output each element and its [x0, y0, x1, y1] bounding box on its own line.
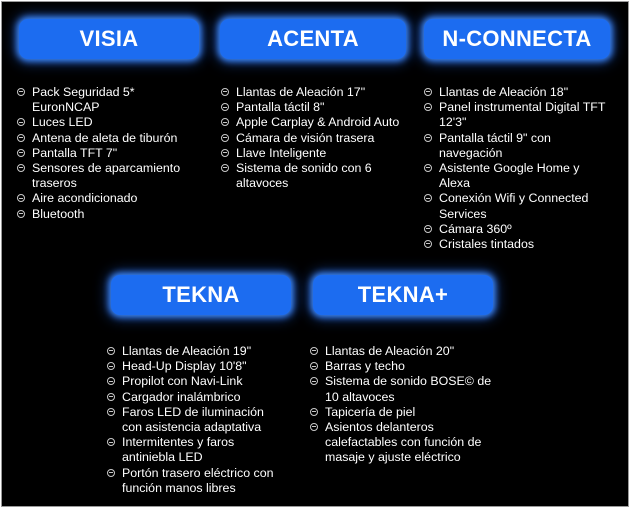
- feature-item: [424, 222, 612, 237]
- trim-header-tekna-plus: TEKNA+: [313, 275, 493, 315]
- circle-minus-bullet-icon: [221, 103, 229, 111]
- feature-text: Tapicería de piel: [325, 404, 416, 419]
- circle-minus-bullet-icon: [107, 408, 115, 416]
- circle-minus-bullet-icon: [424, 240, 432, 248]
- feature-list-n-connecta: [424, 85, 612, 252]
- circle-minus-bullet-icon: [310, 423, 318, 431]
- feature-text: Llantas de Aleación 18": [439, 85, 569, 99]
- feature-item: [424, 85, 612, 100]
- feature-item: [310, 420, 496, 466]
- feature-text: Llave Inteligente: [236, 145, 327, 160]
- feature-text: Llantas de Aleación 20": [325, 344, 455, 358]
- circle-minus-bullet-icon: [221, 118, 229, 126]
- feature-item: [17, 115, 189, 130]
- feature-text: Luces LED: [32, 115, 93, 130]
- feature-text: Portón trasero eléctrico con función manos libres: [122, 465, 274, 495]
- circle-minus-bullet-icon: [310, 377, 318, 385]
- feature-text: Apple Carplay & Android Auto: [236, 115, 400, 130]
- circle-minus-bullet-icon: [424, 88, 432, 96]
- circle-minus-bullet-icon: [424, 225, 432, 233]
- circle-minus-bullet-icon: [310, 347, 318, 355]
- circle-minus-bullet-icon: [17, 149, 25, 157]
- trim-header-acenta: ACENTA: [220, 19, 406, 59]
- feature-item: [17, 191, 189, 206]
- circle-minus-bullet-icon: [107, 347, 115, 355]
- circle-minus-bullet-icon: [17, 134, 25, 142]
- feature-item: [424, 161, 612, 191]
- feature-item: [310, 405, 496, 420]
- circle-minus-bullet-icon: [17, 164, 25, 172]
- trim-header-visia: VISIA: [19, 19, 199, 59]
- feature-text: Llantas de Aleación 17": [236, 85, 366, 99]
- feature-text: Faros LED de iluminación con asistencia adaptativa: [122, 404, 264, 435]
- trim-header-n-connecta: N-CONNECTA: [424, 19, 610, 59]
- feature-text: Intermitentes y faros antiniebla LED: [122, 435, 235, 465]
- feature-item: [107, 374, 287, 389]
- feature-text: Sistema de sonido BOSE© de 10 altavoces: [325, 374, 492, 404]
- feature-item: [107, 435, 287, 465]
- feature-text: Conexión Wifi y Connected Services: [439, 191, 589, 221]
- circle-minus-bullet-icon: [221, 88, 229, 96]
- feature-list-tekna-plus: [310, 344, 496, 466]
- feature-item: [221, 85, 401, 100]
- feature-list-tekna: [107, 344, 287, 496]
- circle-minus-bullet-icon: [17, 88, 25, 96]
- circle-minus-bullet-icon: [221, 164, 229, 172]
- feature-item: [310, 359, 496, 374]
- circle-minus-bullet-icon: [17, 118, 25, 126]
- feature-text: Cargador inalámbrico: [122, 389, 241, 404]
- feature-text: Pantalla táctil 8": [236, 100, 325, 115]
- circle-minus-bullet-icon: [107, 393, 115, 401]
- feature-text: Cámara 360º: [439, 221, 512, 236]
- feature-item: [107, 359, 287, 374]
- circle-minus-bullet-icon: [107, 377, 115, 385]
- feature-text: Asientos delanteros calefactables con función de masaje y ajuste eléctrico: [325, 420, 482, 465]
- feature-item: [221, 115, 401, 130]
- feature-text: Llantas de Aleación 19": [122, 344, 252, 358]
- trim-comparison-panel: [1, 1, 629, 507]
- trim-header-tekna: TEKNA: [111, 275, 291, 315]
- feature-text: Bluetooth: [32, 206, 85, 221]
- feature-text: Pantalla táctil 9" con navegación: [439, 130, 551, 160]
- feature-item: [107, 466, 287, 496]
- feature-item: [17, 207, 189, 222]
- feature-text: Asistente Google Home y Alexa: [439, 161, 580, 191]
- circle-minus-bullet-icon: [310, 408, 318, 416]
- feature-text: Panel instrumental Digital TFT 12'3": [439, 100, 606, 130]
- feature-item: [310, 344, 496, 359]
- feature-item: [17, 161, 189, 191]
- circle-minus-bullet-icon: [424, 103, 432, 111]
- circle-minus-bullet-icon: [424, 194, 432, 202]
- feature-item: [17, 146, 189, 161]
- circle-minus-bullet-icon: [107, 469, 115, 477]
- feature-item: [17, 131, 189, 146]
- feature-text: Sensores de aparcamiento traseros: [32, 161, 181, 191]
- feature-text: Pack Seguridad 5* EuronNCAP: [32, 85, 135, 115]
- circle-minus-bullet-icon: [17, 210, 25, 218]
- feature-item: [424, 100, 612, 130]
- feature-text: Aire acondicionado: [32, 191, 138, 206]
- feature-text: Cámara de visión trasera: [236, 130, 375, 145]
- circle-minus-bullet-icon: [17, 194, 25, 202]
- feature-item: [221, 100, 401, 115]
- circle-minus-bullet-icon: [310, 362, 318, 370]
- feature-text: Propilot con Navi-Link: [122, 374, 243, 389]
- feature-item: [310, 374, 496, 404]
- circle-minus-bullet-icon: [221, 149, 229, 157]
- circle-minus-bullet-icon: [424, 164, 432, 172]
- feature-item: [17, 85, 189, 115]
- feature-text: Antena de aleta de tiburón: [32, 130, 178, 145]
- feature-item: [424, 237, 612, 252]
- feature-item: [221, 146, 401, 161]
- circle-minus-bullet-icon: [221, 134, 229, 142]
- feature-item: [107, 390, 287, 405]
- feature-item: [221, 131, 401, 146]
- feature-item: [424, 191, 612, 221]
- feature-list-acenta: [221, 85, 401, 191]
- feature-text: Head-Up Display 10'8": [122, 359, 247, 374]
- feature-text: Sistema de sonido con 6 altavoces: [236, 161, 372, 191]
- feature-item: [107, 405, 287, 435]
- feature-item: [221, 161, 401, 191]
- feature-list-visia: [17, 85, 189, 222]
- circle-minus-bullet-icon: [107, 438, 115, 446]
- feature-text: Pantalla TFT 7": [32, 145, 118, 160]
- feature-text: Barras y techo: [325, 359, 405, 374]
- feature-text: Cristales tintados: [439, 237, 535, 252]
- feature-item: [424, 131, 612, 161]
- circle-minus-bullet-icon: [424, 134, 432, 142]
- feature-item: [107, 344, 287, 359]
- circle-minus-bullet-icon: [107, 362, 115, 370]
